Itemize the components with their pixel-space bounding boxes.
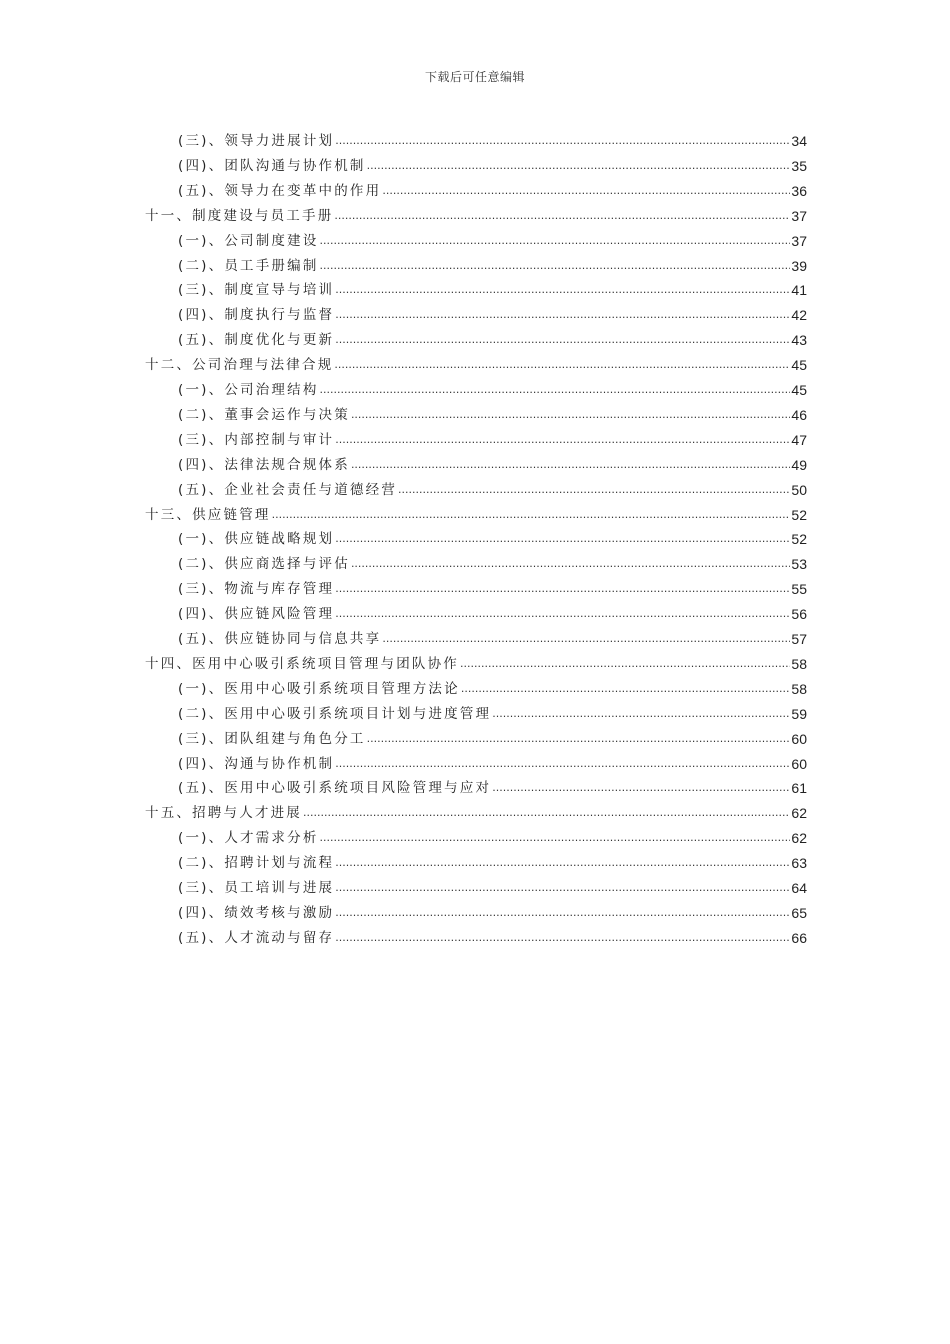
toc-entry-page-number: 52 bbox=[791, 506, 807, 523]
toc-entry-title: (一)、医用中心吸引系统项目管理方法论 bbox=[178, 680, 460, 697]
toc-chapter-entry[interactable] bbox=[145, 499, 807, 524]
toc-dot-leader bbox=[303, 804, 790, 822]
toc-section-entry[interactable] bbox=[178, 598, 807, 623]
toc-dot-leader bbox=[272, 506, 791, 524]
toc-section-entry[interactable] bbox=[178, 449, 807, 474]
toc-dot-leader bbox=[335, 755, 790, 773]
toc-entry-title: (二)、供应商选择与评估 bbox=[178, 556, 350, 573]
toc-entry-page-number: 58 bbox=[791, 680, 807, 697]
toc-chapter-entry[interactable] bbox=[145, 200, 807, 225]
toc-section-entry[interactable] bbox=[178, 723, 807, 748]
toc-entry-page-number: 49 bbox=[791, 456, 807, 473]
toc-entry-title: (三)、员工培训与进展 bbox=[178, 880, 335, 896]
toc-entry-page-number: 36 bbox=[791, 182, 807, 199]
toc-entry-page-number: 45 bbox=[791, 382, 807, 398]
toc-dot-leader bbox=[335, 929, 790, 947]
toc-entry-title: (四)、沟通与协作机制 bbox=[178, 755, 335, 772]
toc-entry-page-number: 55 bbox=[791, 581, 807, 598]
toc-entry-page-number: 43 bbox=[791, 332, 807, 349]
toc-dot-leader bbox=[334, 356, 790, 374]
toc-dot-leader bbox=[335, 530, 790, 548]
toc-chapter-entry[interactable] bbox=[145, 648, 807, 673]
toc-entry-title: (五)、领导力在变革中的作用 bbox=[178, 182, 382, 199]
toc-entry-page-number: 65 bbox=[791, 904, 807, 921]
toc-entry-title: (一)、人才需求分析 bbox=[178, 830, 319, 847]
toc-entry-title: (四)、团队沟通与协作机制 bbox=[178, 157, 366, 174]
toc-entry-title: (三)、内部控制与审计 bbox=[178, 431, 335, 448]
toc-entry-page-number: 62 bbox=[791, 830, 807, 847]
toc-section-entry[interactable] bbox=[178, 623, 807, 648]
toc-entry-page-number: 34 bbox=[791, 133, 807, 149]
toc-dot-leader bbox=[492, 705, 790, 723]
toc-section-entry[interactable] bbox=[178, 872, 807, 897]
toc-section-entry[interactable] bbox=[178, 175, 807, 200]
toc-dot-leader bbox=[335, 331, 790, 349]
toc-dot-leader bbox=[320, 381, 791, 399]
toc-section-entry[interactable] bbox=[178, 573, 807, 598]
toc-dot-leader bbox=[335, 879, 790, 897]
toc-section-entry[interactable] bbox=[178, 474, 807, 499]
toc-dot-leader bbox=[335, 431, 790, 449]
toc-section-entry[interactable] bbox=[178, 698, 807, 723]
toc-entry-page-number: 41 bbox=[791, 282, 807, 299]
toc-entry-page-number: 42 bbox=[791, 307, 807, 324]
toc-entry-title: (四)、法律法规合规体系 bbox=[178, 456, 350, 473]
toc-dot-leader bbox=[335, 580, 790, 598]
toc-entry-title: (三)、团队组建与角色分工 bbox=[178, 730, 366, 747]
toc-section-entry[interactable] bbox=[178, 150, 807, 175]
toc-entry-page-number: 39 bbox=[791, 257, 807, 274]
toc-dot-leader bbox=[398, 481, 790, 499]
toc-section-entry[interactable] bbox=[178, 250, 807, 275]
toc-entry-title: (二)、员工手册编制 bbox=[178, 257, 319, 274]
toc-entry-title: 十四、医用中心吸引系统项目管理与团队协作 bbox=[145, 655, 459, 672]
toc-entry-page-number: 57 bbox=[791, 631, 807, 647]
page-header: 下载后可任意编辑 bbox=[424, 70, 525, 84]
toc-entry-title: (一)、公司治理结构 bbox=[178, 382, 319, 398]
toc-dot-leader bbox=[351, 406, 790, 424]
toc-dot-leader bbox=[461, 680, 791, 698]
toc-entry-title: (四)、制度执行与监督 bbox=[178, 307, 335, 324]
toc-entry-title: (三)、制度宣导与培训 bbox=[178, 282, 335, 299]
toc-section-entry[interactable] bbox=[178, 847, 807, 872]
toc-entry-page-number: 47 bbox=[791, 431, 807, 448]
toc-dot-leader bbox=[320, 232, 791, 250]
toc-entry-page-number: 37 bbox=[791, 207, 807, 224]
toc-dot-leader bbox=[320, 257, 791, 275]
toc-section-entry[interactable] bbox=[178, 673, 807, 698]
toc-dot-leader bbox=[335, 306, 790, 324]
toc-section-entry[interactable] bbox=[178, 374, 807, 399]
toc-entry-page-number: 56 bbox=[791, 606, 807, 623]
toc-entry-title: (四)、绩效考核与激励 bbox=[178, 904, 335, 921]
toc-dot-leader bbox=[367, 730, 791, 748]
toc-entry-page-number: 64 bbox=[791, 880, 807, 896]
toc-dot-leader bbox=[335, 281, 790, 299]
toc-dot-leader bbox=[335, 605, 790, 623]
toc-section-entry[interactable] bbox=[178, 299, 807, 324]
toc-dot-leader bbox=[382, 182, 790, 200]
toc-dot-leader bbox=[335, 904, 790, 922]
toc-entry-title: (二)、招聘计划与流程 bbox=[178, 855, 335, 872]
toc-section-entry[interactable] bbox=[178, 523, 807, 548]
toc-entry-page-number: 46 bbox=[791, 406, 807, 423]
toc-dot-leader bbox=[382, 630, 790, 648]
toc-section-entry[interactable] bbox=[178, 822, 807, 847]
toc-entry-title: (二)、董事会运作与决策 bbox=[178, 406, 350, 423]
toc-dot-leader bbox=[351, 555, 790, 573]
toc-section-entry[interactable] bbox=[178, 225, 807, 250]
toc-entry-title: (五)、人才流动与留存 bbox=[178, 929, 335, 946]
toc-entry-page-number: 61 bbox=[791, 780, 807, 797]
toc-section-entry[interactable] bbox=[178, 922, 807, 947]
toc-entry-title: (五)、医用中心吸引系统项目风险管理与应对 bbox=[178, 780, 492, 797]
toc-section-entry[interactable] bbox=[178, 772, 807, 797]
toc-entry-page-number: 53 bbox=[791, 556, 807, 573]
toc-dot-leader bbox=[335, 854, 790, 872]
toc-section-entry[interactable] bbox=[178, 548, 807, 573]
toc-entry-page-number: 66 bbox=[791, 929, 807, 946]
toc-section-entry[interactable] bbox=[178, 897, 807, 922]
toc-entry-title: 十一、制度建设与员工手册 bbox=[145, 207, 334, 224]
toc-entry-title: (三)、领导力进展计划 bbox=[178, 133, 335, 149]
toc-entry-page-number: 59 bbox=[791, 705, 807, 722]
toc-section-entry[interactable] bbox=[178, 125, 807, 150]
toc-entry-title: (五)、制度优化与更新 bbox=[178, 332, 335, 349]
toc-entry-page-number: 35 bbox=[791, 157, 807, 174]
toc-entry-title: (三)、物流与库存管理 bbox=[178, 581, 335, 598]
toc-entry-title: (五)、供应链协同与信息共享 bbox=[178, 631, 382, 647]
toc-entry-title: 十五、招聘与人才进展 bbox=[145, 805, 302, 822]
toc-dot-leader bbox=[334, 207, 790, 225]
toc-entry-title: (二)、医用中心吸引系统项目计划与进度管理 bbox=[178, 705, 492, 722]
toc-section-entry[interactable] bbox=[178, 399, 807, 424]
toc-entry-title: (一)、供应链战略规划 bbox=[178, 531, 335, 548]
toc-entry-page-number: 60 bbox=[791, 755, 807, 772]
toc-entry-title: 十三、供应链管理 bbox=[145, 506, 271, 523]
toc-entry-title: (五)、企业社会责任与道德经营 bbox=[178, 481, 398, 498]
toc-dot-leader bbox=[460, 655, 790, 673]
toc-entry-page-number: 37 bbox=[791, 232, 807, 249]
toc-section-entry[interactable] bbox=[178, 748, 807, 773]
toc-dot-leader bbox=[351, 456, 790, 474]
toc-dot-leader bbox=[335, 132, 790, 150]
toc-section-entry[interactable] bbox=[178, 424, 807, 449]
toc-entry-page-number: 60 bbox=[791, 730, 807, 747]
toc-chapter-entry[interactable] bbox=[145, 349, 807, 374]
toc-entry-page-number: 58 bbox=[791, 655, 807, 672]
toc-section-entry[interactable] bbox=[178, 324, 807, 349]
toc-entry-title: (四)、供应链风险管理 bbox=[178, 606, 335, 623]
toc-entry-page-number: 50 bbox=[791, 481, 807, 498]
toc-dot-leader bbox=[492, 779, 790, 797]
toc-entry-page-number: 52 bbox=[791, 531, 807, 548]
toc-entry-page-number: 45 bbox=[791, 357, 807, 374]
toc-entry-page-number: 62 bbox=[791, 805, 807, 822]
toc-entry-title: 十二、公司治理与法律合规 bbox=[145, 357, 334, 374]
toc-entry-page-number: 63 bbox=[791, 855, 807, 872]
toc-dot-leader bbox=[367, 157, 791, 175]
toc-chapter-entry[interactable] bbox=[145, 797, 807, 822]
toc-entry-title: (一)、公司制度建设 bbox=[178, 232, 319, 249]
toc-dot-leader bbox=[320, 829, 791, 847]
toc-section-entry[interactable] bbox=[178, 274, 807, 299]
